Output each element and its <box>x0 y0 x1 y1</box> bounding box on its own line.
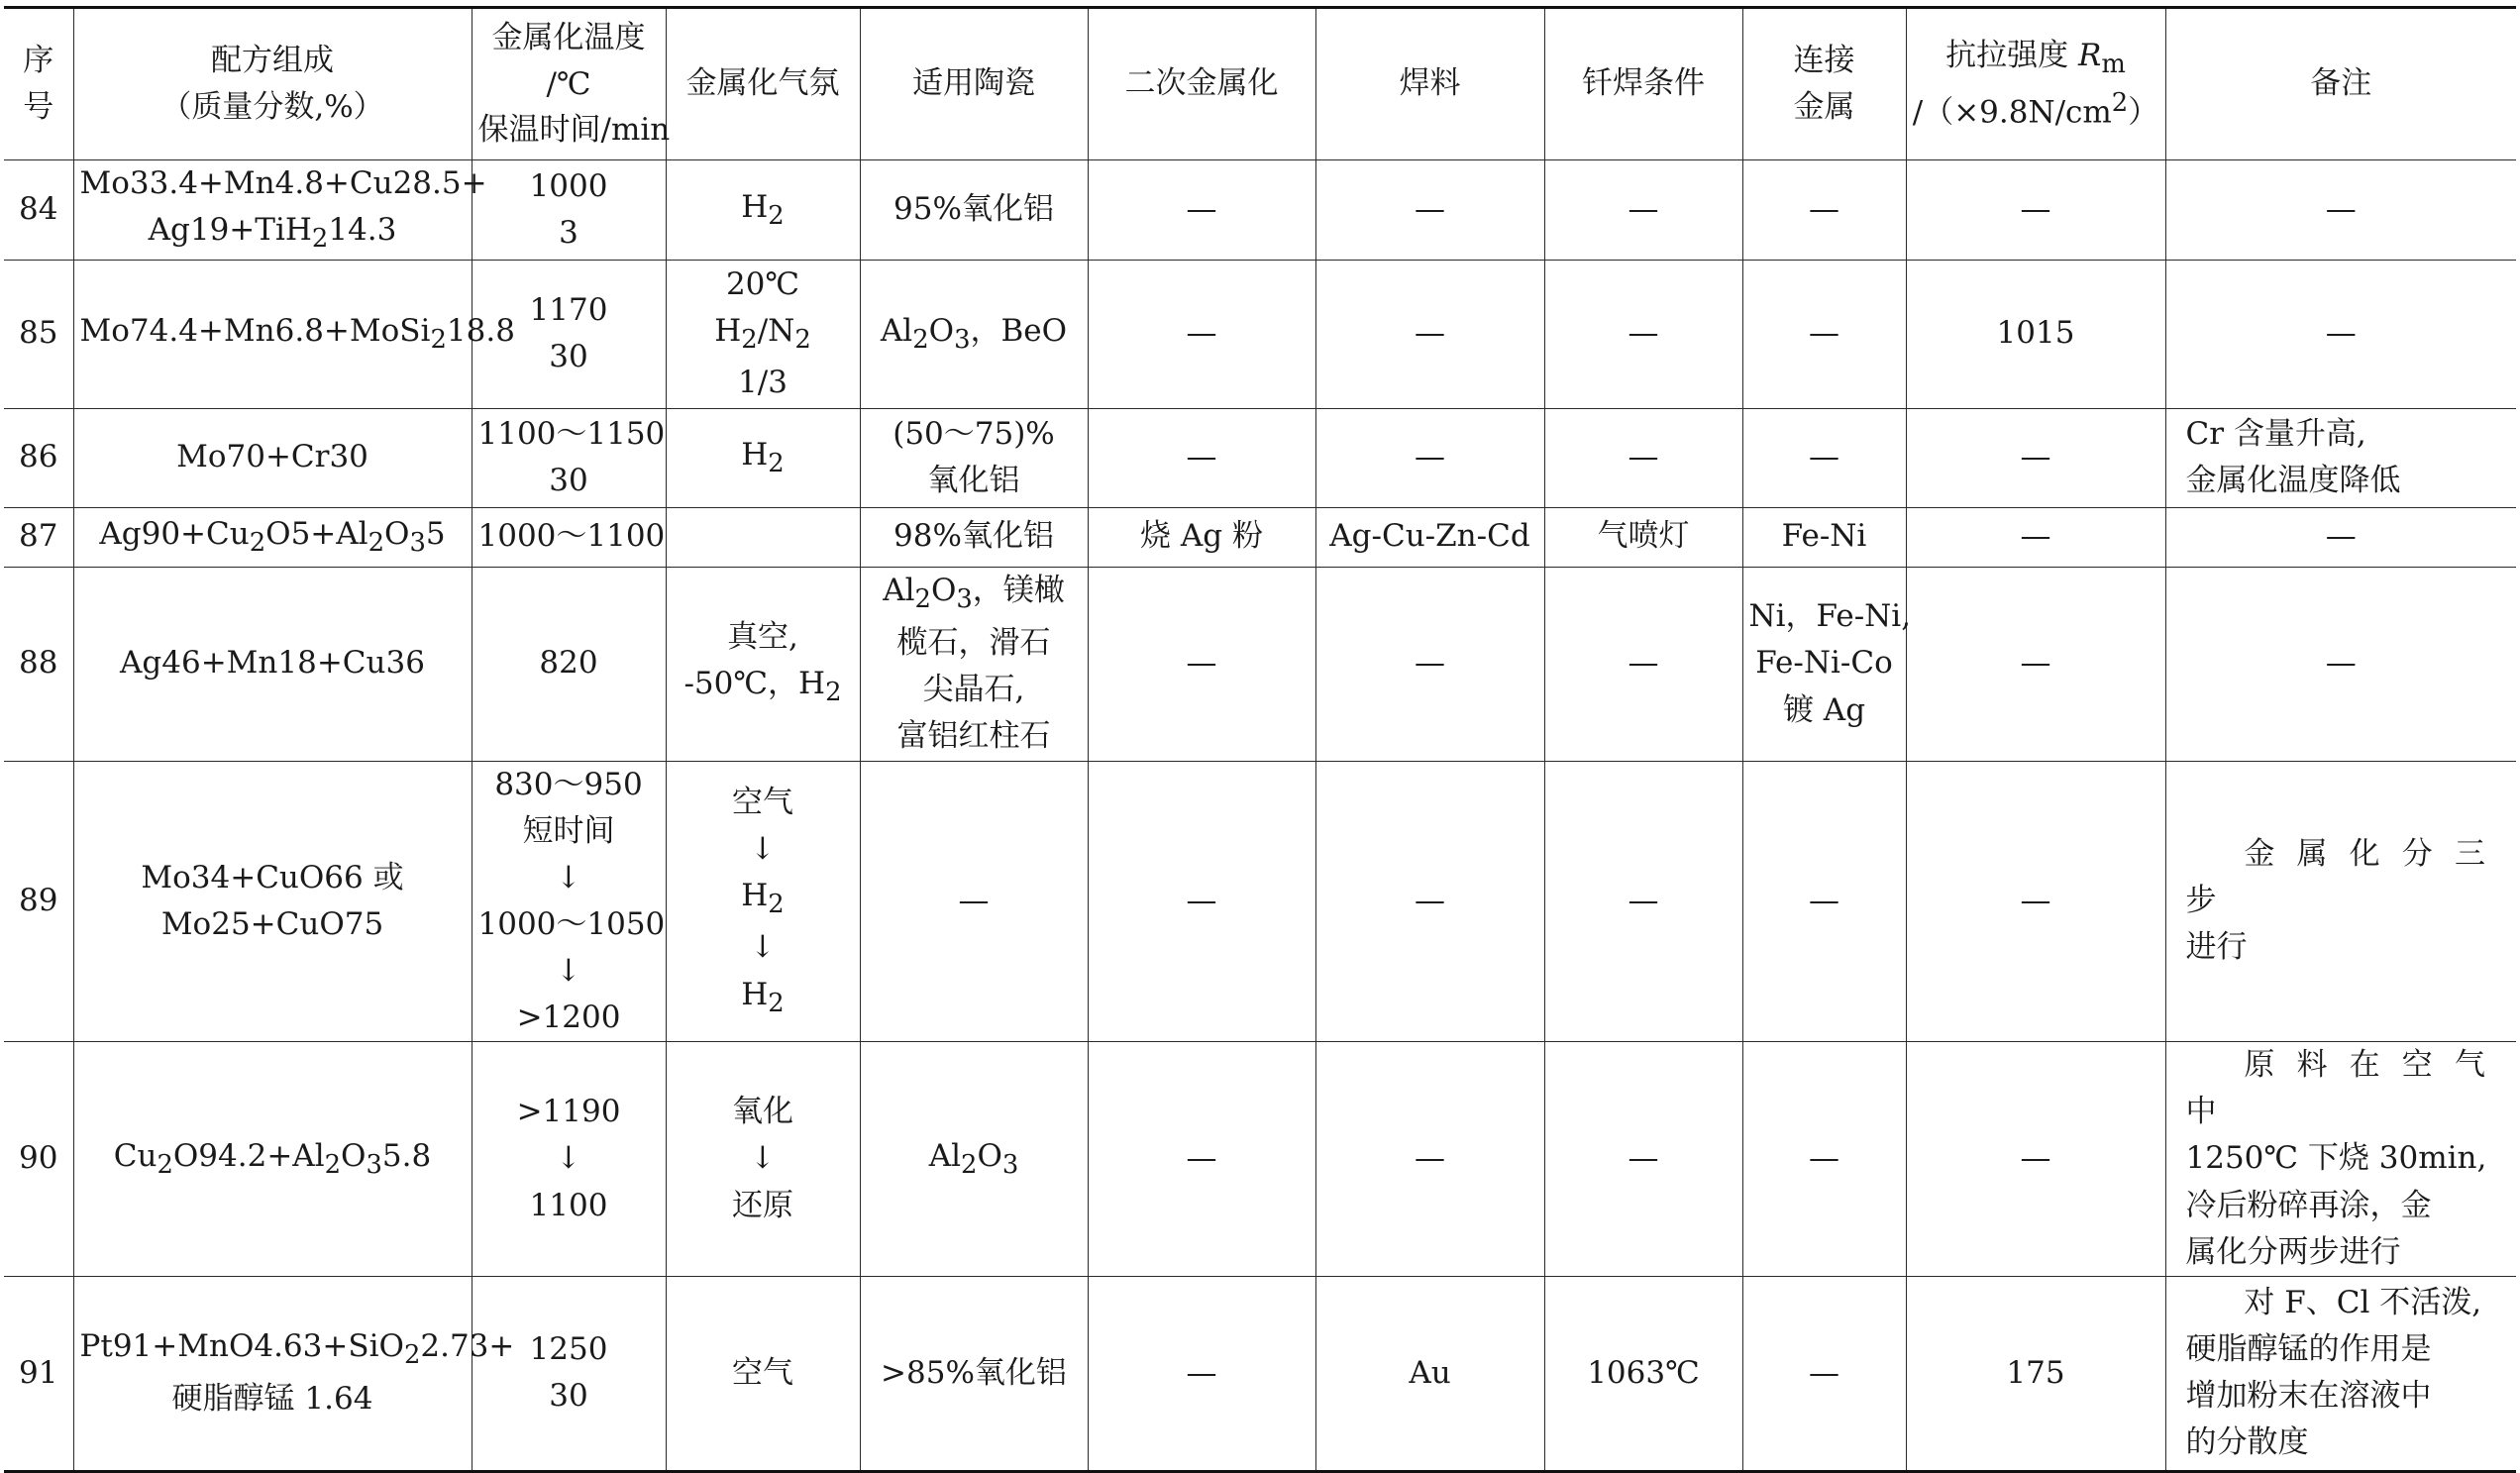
metallization-formula-table <box>4 6 2516 1473</box>
table-row <box>4 160 2516 261</box>
cell-strength: — <box>1906 160 2165 261</box>
cell-braze: — <box>1544 567 1742 761</box>
cell-atmosphere: 氧化 ↓ 还原 <box>666 1042 860 1277</box>
cell-formula: $Ag90+Cu_2O5+Al_2O_35$ <box>73 507 472 567</box>
cell-solder: Ag-Cu-Zn-Cd <box>1315 507 1544 567</box>
table-row <box>4 408 2516 507</box>
cell-strength: — <box>1906 761 2165 1042</box>
cell-notes: Cr 含量升高, 金属化温度降低 <box>2165 408 2516 507</box>
cell-secondary: — <box>1088 1042 1315 1277</box>
cell-notes: — <box>2165 160 2516 261</box>
cell-metal: — <box>1742 1276 1906 1471</box>
header-tensile-strength: 抗拉强度 $R_m$ $/(\times 9.8N/cm^2)$ <box>1906 8 2165 160</box>
cell-ceramic: 95%氧化铝 <box>860 160 1088 261</box>
cell-ceramic: $Al_2O_3$，BeO <box>860 260 1088 408</box>
cell-atmosphere: 真空, -50℃，$H_2$ <box>666 567 860 761</box>
cell-formula: Ag46+Mn18+Cu36 <box>73 567 472 761</box>
cell-ceramic: $Al_2O_3$，镁橄 榄石，滑石 尖晶石, 富铝红柱石 <box>860 567 1088 761</box>
cell-no: 88 <box>4 567 73 761</box>
cell-solder: Au <box>1315 1276 1544 1471</box>
cell-notes: — <box>2165 507 2516 567</box>
header-notes: 备注 <box>2165 8 2516 160</box>
cell-no: 90 <box>4 1042 73 1277</box>
cell-ceramic: $Al_2O_3$ <box>860 1042 1088 1277</box>
cell-temp: >1190 ↓ 1100 <box>472 1042 666 1277</box>
cell-metal: Ni，Fe-Ni, Fe-Ni-Co 镀 Ag <box>1742 567 1906 761</box>
table-row <box>4 260 2516 408</box>
cell-no: 84 <box>4 160 73 261</box>
cell-temp: 1250 30 <box>472 1276 666 1471</box>
cell-solder: — <box>1315 408 1544 507</box>
cell-braze: — <box>1544 160 1742 261</box>
cell-atmosphere: 空气 <box>666 1276 860 1471</box>
cell-secondary: — <box>1088 408 1315 507</box>
cell-no: 85 <box>4 260 73 408</box>
cell-temp: 1100～1150 30 <box>472 408 666 507</box>
cell-temp: 1170 30 <box>472 260 666 408</box>
cell-temp: 1000 3 <box>472 160 666 261</box>
cell-notes: 对 F、Cl 不活泼, 硬脂醇锰的作用是 增加粉末在溶液中 的分散度 <box>2165 1276 2516 1471</box>
cell-atmosphere: 空气 ↓ $H_2$ ↓ $H_2$ <box>666 761 860 1042</box>
cell-ceramic: (50～75)% 氧化铝 <box>860 408 1088 507</box>
cell-strength: — <box>1906 1042 2165 1277</box>
cell-formula: Mo34+CuO66 或 Mo25+CuO75 <box>73 761 472 1042</box>
header-temp: 金属化温度 /℃ 保温时间/min <box>472 8 666 160</box>
cell-ceramic: — <box>860 761 1088 1042</box>
header-secondary-metallization: 二次金属化 <box>1088 8 1315 160</box>
cell-notes: — <box>2165 260 2516 408</box>
cell-solder: — <box>1315 1042 1544 1277</box>
header-solder: 焊料 <box>1315 8 1544 160</box>
cell-notes: 原料在空气中 1250℃ 下烧 30min, 冷后粉碎再涂，金 属化分两步进行 <box>2165 1042 2516 1277</box>
cell-braze: — <box>1544 408 1742 507</box>
header-joining-metal: 连接 金属 <box>1742 8 1906 160</box>
cell-secondary: — <box>1088 260 1315 408</box>
table-row <box>4 1276 2516 1471</box>
cell-ceramic: >85%氧化铝 <box>860 1276 1088 1471</box>
cell-metal: — <box>1742 1042 1906 1277</box>
cell-atmosphere: 20℃ $H_2/N_2$ 1/3 <box>666 260 860 408</box>
cell-formula: Mo74.4+Mn6.8+MoSi$_2$18.8 <box>73 260 472 408</box>
cell-braze: — <box>1544 1042 1742 1277</box>
cell-atmosphere: $H_2$ <box>666 408 860 507</box>
cell-secondary: — <box>1088 1276 1315 1471</box>
cell-formula: Pt91+MnO4.63+SiO$_2$2.73+ 硬脂醇锰 1.64 <box>73 1276 472 1471</box>
cell-notes: 金属化分三步 进行 <box>2165 761 2516 1042</box>
cell-solder: — <box>1315 260 1544 408</box>
cell-secondary: — <box>1088 761 1315 1042</box>
header-no: 序 号 <box>4 8 73 160</box>
cell-ceramic: 98%氧化铝 <box>860 507 1088 567</box>
header-atmosphere: 金属化气氛 <box>666 8 860 160</box>
header-ceramic: 适用陶瓷 <box>860 8 1088 160</box>
header-formula: 配方组成 （质量分数,%） <box>73 8 472 160</box>
cell-metal: — <box>1742 160 1906 261</box>
cell-strength: — <box>1906 408 2165 507</box>
table-row <box>4 567 2516 761</box>
cell-temp: 1000～1100 <box>472 507 666 567</box>
cell-braze: — <box>1544 761 1742 1042</box>
cell-metal: Fe-Ni <box>1742 507 1906 567</box>
cell-formula: Mo70+Cr30 <box>73 408 472 507</box>
cell-atmosphere: $H_2$ <box>666 160 860 261</box>
cell-strength: — <box>1906 507 2165 567</box>
table-row <box>4 507 2516 567</box>
cell-temp: 820 <box>472 567 666 761</box>
cell-metal: — <box>1742 761 1906 1042</box>
cell-solder: — <box>1315 160 1544 261</box>
cell-no: 91 <box>4 1276 73 1471</box>
cell-braze: 1063℃ <box>1544 1276 1742 1471</box>
cell-secondary: — <box>1088 567 1315 761</box>
cell-secondary: — <box>1088 160 1315 261</box>
cell-solder: — <box>1315 761 1544 1042</box>
cell-temp: 830～950 短时间 ↓ 1000～1050 ↓ >1200 <box>472 761 666 1042</box>
cell-no: 86 <box>4 408 73 507</box>
cell-strength: — <box>1906 567 2165 761</box>
header-row <box>4 8 2516 160</box>
table-row <box>4 1042 2516 1277</box>
header-brazing-conditions: 钎焊条件 <box>1544 8 1742 160</box>
cell-no: 87 <box>4 507 73 567</box>
cell-solder: — <box>1315 567 1544 761</box>
cell-no: 89 <box>4 761 73 1042</box>
cell-strength: 175 <box>1906 1276 2165 1471</box>
cell-braze: — <box>1544 260 1742 408</box>
cell-notes: — <box>2165 567 2516 761</box>
cell-formula: $Cu_2O94.2+Al_2O_35.8$ <box>73 1042 472 1277</box>
cell-secondary: 烧 Ag 粉 <box>1088 507 1315 567</box>
cell-braze: 气喷灯 <box>1544 507 1742 567</box>
table-row <box>4 761 2516 1042</box>
cell-formula: Mo33.4+Mn4.8+Cu28.5+ Ag19+TiH$_2$14.3 <box>73 160 472 261</box>
cell-atmosphere <box>666 507 860 567</box>
cell-metal: — <box>1742 408 1906 507</box>
cell-metal: — <box>1742 260 1906 408</box>
cell-strength: 1015 <box>1906 260 2165 408</box>
